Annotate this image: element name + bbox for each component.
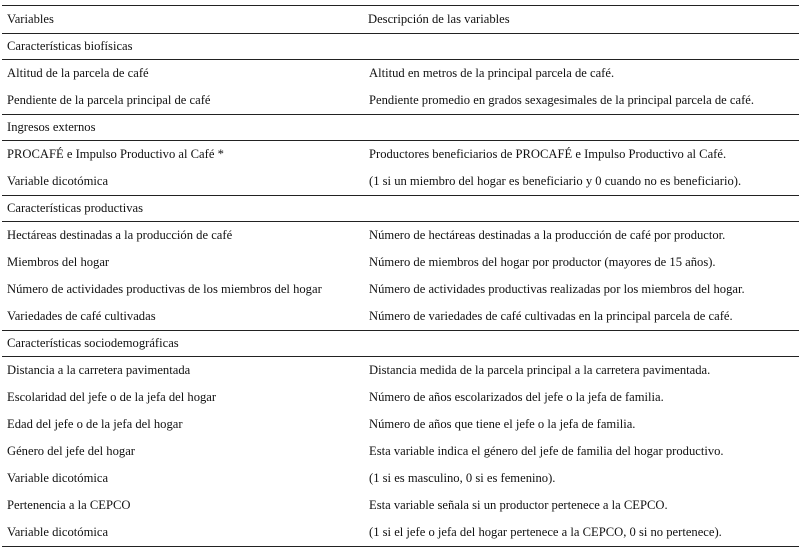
table-row xyxy=(2,222,799,250)
table-row xyxy=(2,357,799,385)
section-title: Características biofísicas xyxy=(2,34,799,60)
description-cell: Productores beneficiarios de PROCAFÉ e Impulso Productivo al Café. xyxy=(369,147,727,161)
section-title: Ingresos externos xyxy=(2,115,799,141)
variable-cell: Pendiente de la parcela principal de café xyxy=(7,93,211,107)
variable-cell: Variedades de café cultivadas xyxy=(7,309,156,323)
table-row xyxy=(2,438,799,465)
table-row xyxy=(2,303,799,331)
section-row xyxy=(2,196,799,222)
section-row xyxy=(2,34,799,60)
variable-cell: Variable dicotómica xyxy=(7,471,109,485)
variable-cell: Hectáreas destinadas a la producción de café xyxy=(7,228,233,242)
description-cell: Número de actividades productivas realizadas por los miembros del hogar. xyxy=(369,282,745,296)
variable-cell: Altitud de la parcela de café xyxy=(7,66,149,80)
table-row xyxy=(2,276,799,303)
section-row xyxy=(2,331,799,357)
variable-cell: Número de actividades productivas de los miembros del hogar xyxy=(7,282,322,296)
table-row xyxy=(2,249,799,276)
section-row xyxy=(2,115,799,141)
description-cell: Número de variedades de café cultivadas en la principal parcela de café. xyxy=(369,309,733,323)
description-cell: Pendiente promedio en grados sexagesimales de la principal parcela de café. xyxy=(369,93,754,107)
variable-cell: PROCAFÉ e Impulso Productivo al Café * xyxy=(7,147,224,161)
variable-cell: Edad del jefe o de la jefa del hogar xyxy=(7,417,183,431)
description-cell: Esta variable señala si un productor pertenece a la CEPCO. xyxy=(369,498,668,512)
description-cell: Esta variable indica el género del jefe de familia del hogar productivo. xyxy=(369,444,724,458)
table-row xyxy=(2,168,799,196)
variable-cell: Miembros del hogar xyxy=(7,255,110,269)
header-description: Descripción de las variables xyxy=(364,6,799,34)
variable-cell: Escolaridad del jefe o de la jefa del hogar xyxy=(7,390,217,404)
description-cell: (1 si el jefe o jefa del hogar pertenece a la CEPCO, 0 si no pertenece). xyxy=(364,519,799,547)
variable-cell: Pertenencia a la CEPCO xyxy=(7,498,131,512)
description-cell: (1 si es masculino, 0 si es femenino). xyxy=(369,471,556,485)
description-cell: Distancia medida de la parcela principal a la carretera pavimentada. xyxy=(369,363,711,377)
header-row xyxy=(2,6,799,34)
table-row xyxy=(2,519,799,547)
description-cell: Altitud en metros de la principal parcela de café. xyxy=(369,66,615,80)
table-row xyxy=(2,60,799,88)
table-row xyxy=(2,87,799,115)
table-row xyxy=(2,384,799,411)
table-row xyxy=(2,411,799,438)
table-row xyxy=(2,492,799,519)
variable-cell: Variable dicotómica xyxy=(2,519,364,547)
description-cell: Número de años que tiene el jefe o la jefa de familia. xyxy=(369,417,636,431)
variables-table xyxy=(2,5,799,547)
header-variables: Variables xyxy=(2,6,364,34)
variable-cell: Distancia a la carretera pavimentada xyxy=(7,363,191,377)
description-cell: Número de años escolarizados del jefe o la jefa de familia. xyxy=(369,390,664,404)
variable-cell: Variable dicotómica xyxy=(7,174,109,188)
table-body xyxy=(2,34,799,547)
table-row xyxy=(2,141,799,169)
section-title: Características productivas xyxy=(2,196,799,222)
table-row xyxy=(2,465,799,492)
description-cell: (1 si un miembro del hogar es beneficiario y 0 cuando no es beneficiario). xyxy=(369,174,742,188)
variable-cell: Género del jefe del hogar xyxy=(7,444,135,458)
description-cell: Número de miembros del hogar por productor (mayores de 15 años). xyxy=(369,255,716,269)
description-cell: Número de hectáreas destinadas a la producción de café por productor. xyxy=(369,228,726,242)
section-title: Características sociodemográficas xyxy=(2,331,799,357)
